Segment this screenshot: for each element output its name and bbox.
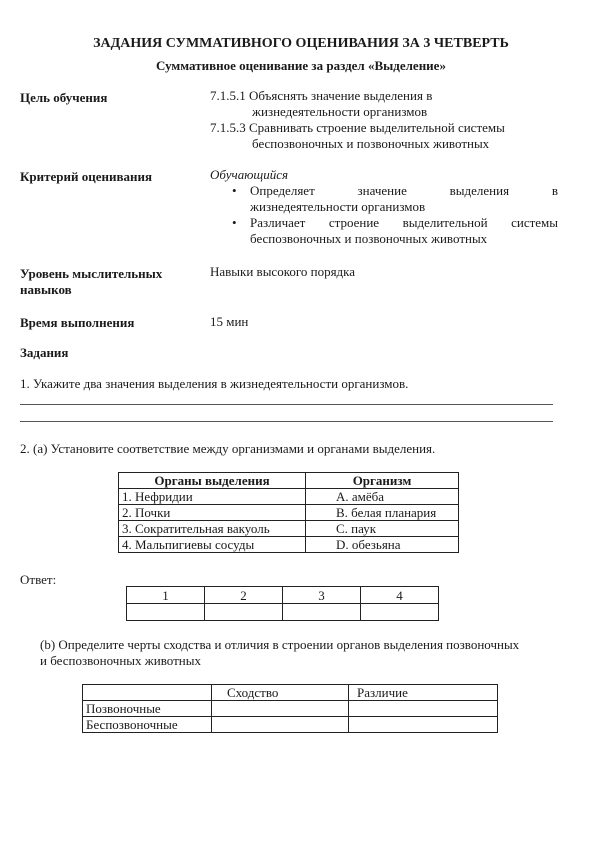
table-row <box>119 489 459 505</box>
goal-2-text-cont: беспозвоночных и позвоночных животных <box>252 136 490 151</box>
criteria-label: Критерий оценивания <box>20 169 153 184</box>
table-row <box>83 717 498 733</box>
answer-cell[interactable] <box>212 701 349 717</box>
goal-1-text: Объяснять значение выделения в <box>249 88 433 103</box>
table-header <box>83 685 212 701</box>
goal-label: Цель обучения <box>20 90 108 105</box>
row-label: Позвоночные <box>83 701 212 717</box>
question-2b-line: и беспозвоночных животных <box>40 653 201 668</box>
question-2a: 2. (а) Установите соответствие между организмами и органами выделения. <box>20 441 436 456</box>
criteria-item <box>210 215 558 247</box>
criteria-item <box>210 183 558 215</box>
table-cell: 3. Сократительная вакуоль <box>119 521 306 537</box>
table-row <box>119 521 459 537</box>
criteria-item-line: жизнедеятельности организмов <box>250 199 426 214</box>
table-header-row <box>127 587 439 604</box>
table-cell: 2. Почки <box>119 505 306 521</box>
answer-header: 1 <box>127 587 205 604</box>
goal-2 <box>210 120 550 152</box>
table-cell: 1. Нефридии <box>119 489 306 505</box>
row-label: Беспозвоночные <box>83 717 212 733</box>
answer-cell[interactable] <box>212 717 349 733</box>
criteria-item-line: • Определяет значение выделения в <box>250 183 558 198</box>
table-cell: C. паук <box>306 521 459 537</box>
table-row <box>119 505 459 521</box>
criteria-intro: Обучающийся <box>210 167 289 182</box>
goal-2-text: Сравнивать строение выделительной системы <box>249 120 505 135</box>
answer-cell[interactable] <box>283 604 361 621</box>
table-header-row <box>119 473 459 489</box>
table-row <box>119 537 459 553</box>
answer-label: Ответ: <box>20 572 57 587</box>
table-row <box>127 604 439 621</box>
answer-header: 3 <box>283 587 361 604</box>
table-header: Органы выделения <box>119 473 306 489</box>
question-1: 1. Укажите два значения выделения в жизнедеятельности организмов. <box>20 376 409 391</box>
answer-line[interactable] <box>20 404 553 405</box>
level-label-line: Уровень мыслительных <box>20 266 163 281</box>
table-cell: D. обезьяна <box>306 537 459 553</box>
table-cell: A. амёба <box>306 489 459 505</box>
criteria-item-line: беспозвоночных и позвоночных животных <box>250 231 488 246</box>
answer-cell[interactable] <box>361 604 439 621</box>
level-label <box>20 266 162 298</box>
table-cell: B. белая планария <box>306 505 459 521</box>
answer-cell[interactable] <box>349 701 498 717</box>
time-value: 15 мин <box>210 314 249 329</box>
tasks-heading: Задания <box>20 345 69 360</box>
goal-2-code: 7.1.5.3 <box>210 120 246 135</box>
answer-header: 2 <box>205 587 283 604</box>
answer-cell[interactable] <box>349 717 498 733</box>
answer-cell[interactable] <box>127 604 205 621</box>
table-header: Различие <box>349 685 498 701</box>
table-header: Организм <box>306 473 459 489</box>
criteria-item-line: • Различает строение выделительной системы <box>250 215 558 230</box>
criteria-list <box>210 183 558 247</box>
table-header-row <box>83 685 498 701</box>
time-label: Время выполнения <box>20 315 135 330</box>
page-title: ЗАДАНИЯ СУММАТИВНОГО ОЦЕНИВАНИЯ ЗА 3 ЧЕТВЕРТЬ <box>93 36 509 51</box>
question-2b-line: (b) Определите черты сходства и отличия в строении органов выделения позвоночных <box>40 637 520 652</box>
table-row <box>83 701 498 717</box>
comparison-table <box>82 684 498 733</box>
answer-table <box>126 586 439 621</box>
goal-1-code: 7.1.5.1 <box>210 88 246 103</box>
answer-cell[interactable] <box>205 604 283 621</box>
level-label-line: навыков <box>20 282 72 297</box>
matching-table <box>118 472 459 553</box>
question-2b <box>40 637 519 669</box>
goal-1-text-cont: жизнедеятельности организмов <box>252 104 428 119</box>
page-subtitle: Суммативное оценивание за раздел «Выделение» <box>156 58 446 73</box>
answer-line[interactable] <box>20 421 553 422</box>
goal-1 <box>210 88 550 120</box>
answer-header: 4 <box>361 587 439 604</box>
level-value: Навыки высокого порядка <box>210 264 356 279</box>
table-cell: 4. Мальпигиевы сосуды <box>119 537 306 553</box>
table-header: Сходство <box>212 685 349 701</box>
